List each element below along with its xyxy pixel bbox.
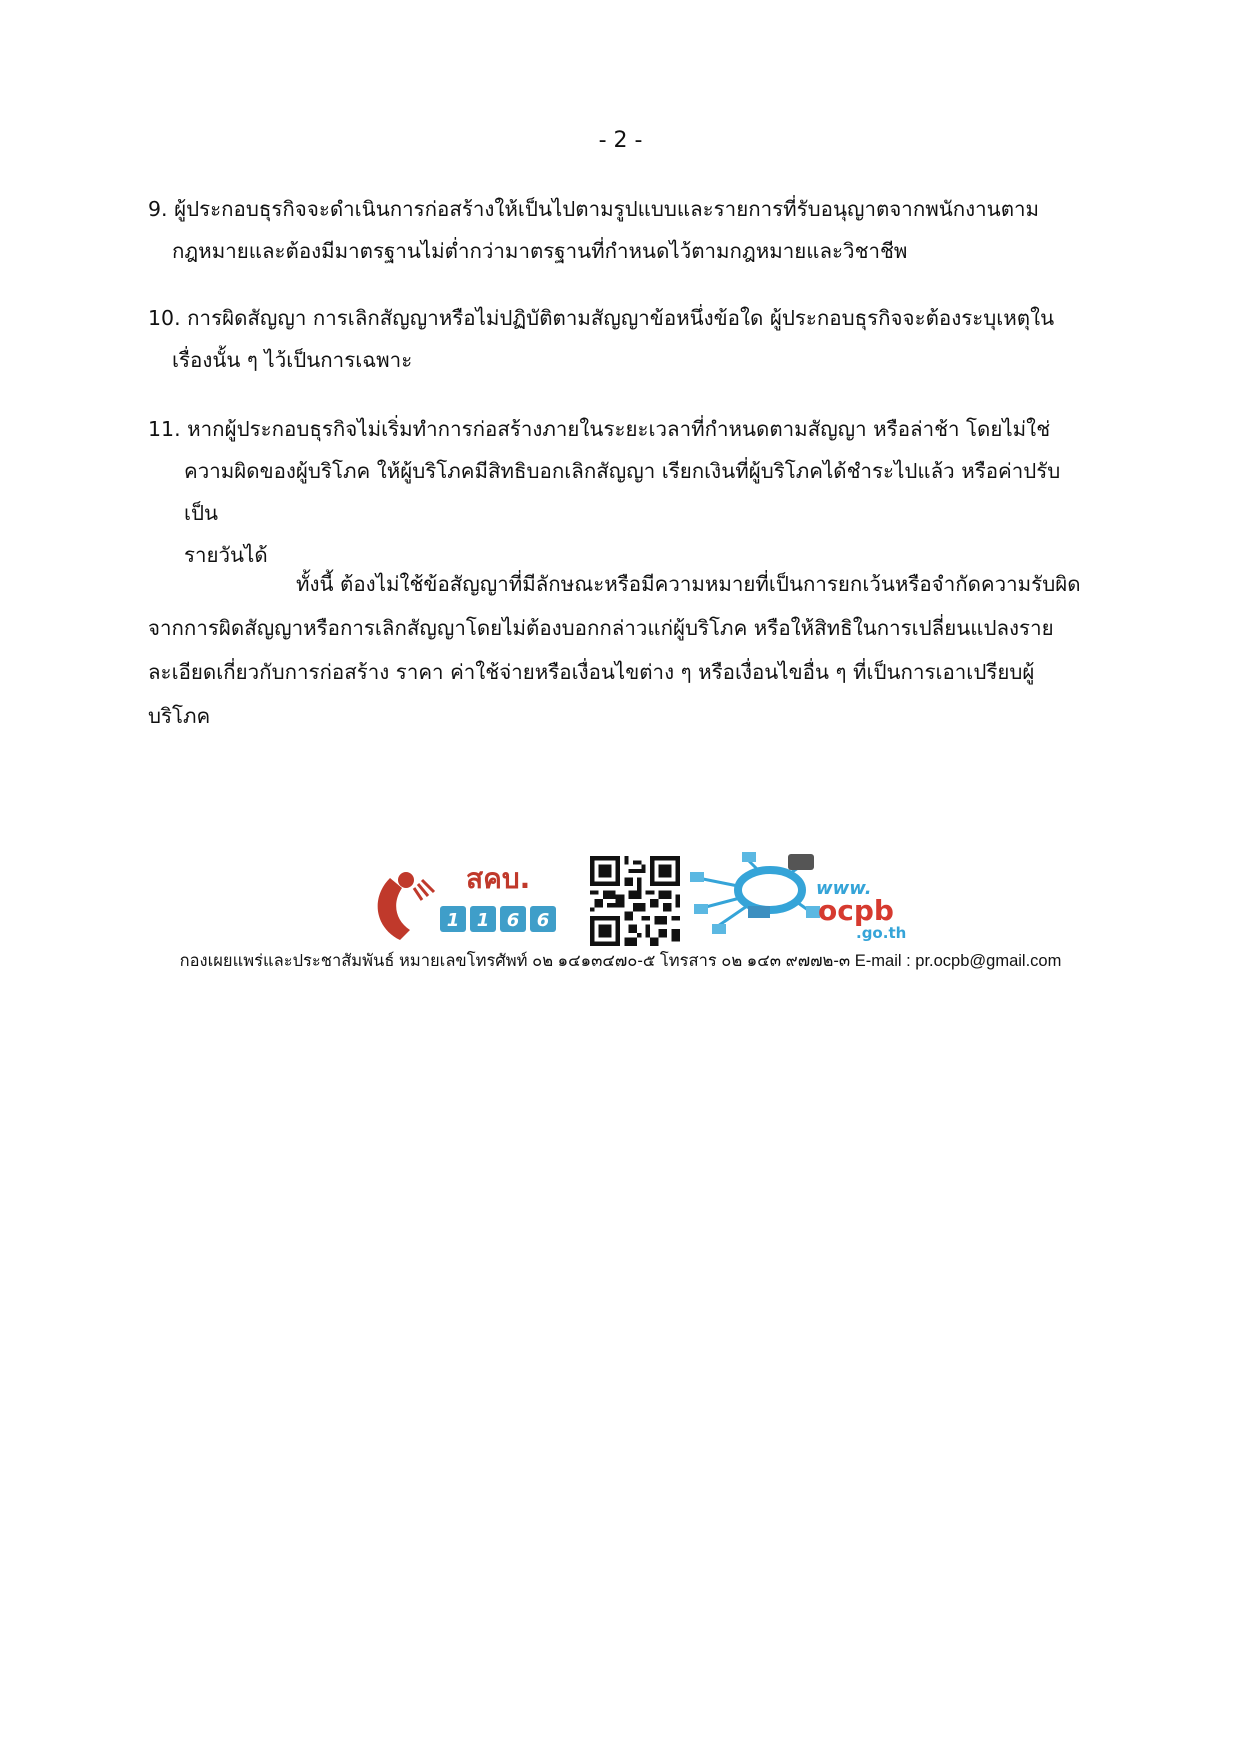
device-icon [694,904,708,914]
hotline-text: สคบ. [466,862,531,895]
clause-9 [148,188,1088,272]
device-icon [690,872,704,882]
clause-text: ความผิดของผู้บริโภค ให้ผู้บริโภคมีสิทธิบอกเลิกสัญญา เรียกเงินที่ผู้บริโภคได้ชำระไปแล้ว หรือค่าปรับเป็น [184,459,1061,525]
web-name-text: ocpb [818,894,894,927]
clause-text: หากผู้ประกอบธุรกิจไม่เริ่มทำการก่อสร้างภายในระยะเวลาที่กำหนดตามสัญญา หรือล่าช้า โดยไม่ใช่ [187,417,1051,441]
clause-text: รายวันได้ [184,543,268,567]
hotline-digit: 1 [476,910,490,931]
clause-number: 9. [148,197,168,221]
hotline-digit: 6 [506,910,520,931]
hotline-digit: 6 [536,910,550,931]
clause-line [148,297,1088,339]
clause-10 [148,297,1088,381]
phone-receiver-icon [398,872,414,888]
device-icon [712,924,726,934]
device-icon [742,852,756,862]
logo-row [370,848,930,948]
clause-number: 10. [148,306,181,330]
clause-text: การผิดสัญญา การเลิกสัญญาหรือไม่ปฏิบัติตามสัญญาข้อหนึ่งข้อใด ผู้ประกอบธุรกิจจะต้องระบุเหตุใน [187,306,1055,330]
hotline-1166-logo [370,848,565,948]
clause-number: 11. [148,417,181,441]
laptop-icon [748,906,770,918]
ocpb-web-logo [688,848,930,948]
printer-icon [788,854,814,870]
clause-text: กฎหมายและต้องมีมาตรฐานไม่ต่ำกว่ามาตรฐานที่กำหนดไว้ตามกฎหมายและวิชาชีพ [172,239,908,263]
web-domain-text: .go.th [856,924,907,942]
summary-paragraph: ทั้งนี้ ต้องไม่ใช้ข้อสัญญาที่มีลักษณะหรือมีความหมายที่เป็นการยกเว้นหรือจำกัดความรับผิดจากการผิดสัญญาหรือการเลิกสัญญาโดยไม่ต้องบอกกล่าวแก่ผู้บริโภค หรือให้สิทธิในการเปลี่ยนแปลงรายละเอียดเกี่ยวกับการก่อสร้าง ราคา ค่าใช้จ่ายหรือเงื่อนไขต่าง ๆ หรือเงื่อนไขอื่น ๆ ที่เป็นการเอาเปรียบผู้บริโภค [148,572,1081,728]
clause-text: ผู้ประกอบธุรกิจจะดำเนินการก่อสร้างให้เป็นไปตามรูปแบบและรายการที่รับอนุญาตจากพนักงานตาม [174,197,1040,221]
clause-line [148,408,1088,450]
clause-11 [148,408,1088,576]
footer-contact: กองเผยแพร่และประชาสัมพันธ์ หมายเลขโทรศัพท์ ๐๒ ๑๔๑๓๔๗๐-๕ โทรสาร ๐๒ ๑๔๓ ๙๗๗๒-๓ E-mail : pr.ocpb@gmail.com [179,952,1062,970]
phone-cord-icon [414,880,434,900]
hotline-digit: 1 [446,910,460,931]
web-www-text: www. [816,878,872,899]
clause-text: เรื่องนั้น ๆ ไว้เป็นการเฉพาะ [172,348,413,372]
qr-code-icon [590,856,680,946]
clause-line [148,188,1088,230]
page-number: - 2 - [598,128,643,153]
